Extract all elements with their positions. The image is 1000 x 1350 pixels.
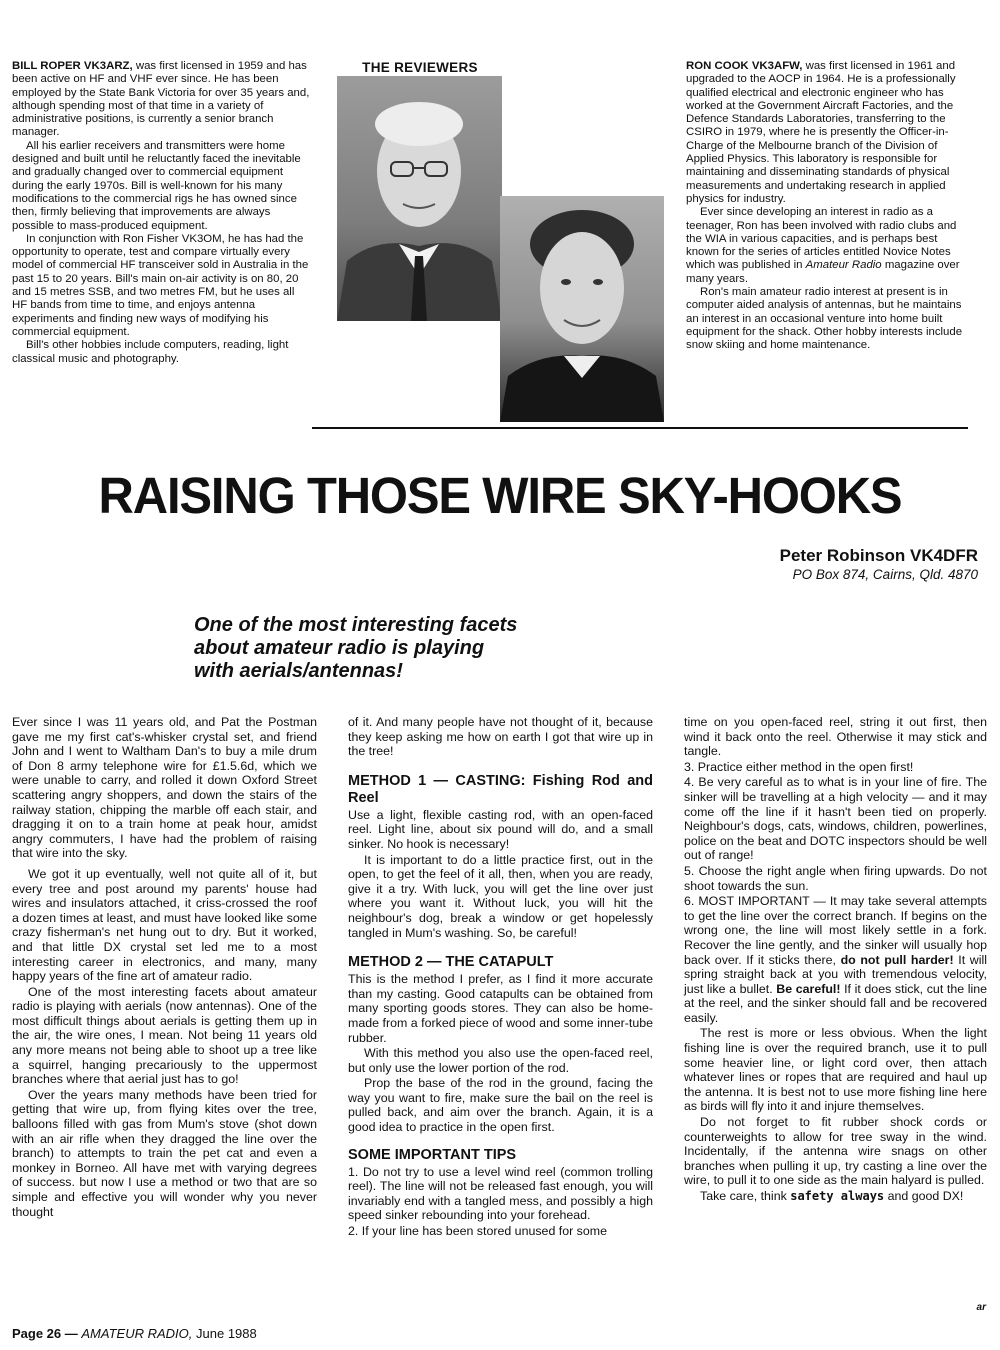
tip-item: 6. MOST IMPORTANT — It may take several attempts to get the line over the correct branch. If begins on the wrong one, the line will most likely settle in a fork. Recover the line gently, and the sinker will usually hop back over. If it sticks there, do not pull harder! It will spring straight back at you with tremendous velocity, just like a bullet. Be careful! If it does stick, cut the line at the reel, and the sinker should fall and be recovered easily.: [684, 894, 987, 1025]
paragraph: Prop the base of the rod in the ground, facing the way you want to fire, make sure the bail on the reel is pulled back, and aim over the branch. Again, it is a good idea to practice in the open first.: [348, 1076, 653, 1135]
paragraph: Ever since I was 11 years old, and Pat the Postman gave me my first cat's-whisker crystal set, and friend John and I went to Waltham Dan's to buy a mile drum of Don 8 army telephone wire for £1.5.6d, which we were unable to carry, and rolled it down Oxford Street scattering angry shoppers, and down the stairs of the railway station, chipping the marble off each stair, and dragging it on to a train home at peak hour, amidst angry commuters, I have had the problem of raising that wire into the sky.: [12, 715, 317, 861]
paragraph: We got it up eventually, well not quite all of it, but every tree and post around my parents' house had wires and insulators attached, it criss-crossed the roof a dozen times at least, and must have looked like some crazy fisherman's net hung out to dry. But it worked, and that little DX crystal set led me to a most interesting career in electronics, and many, many happy years of the fine art of amateur radio.: [12, 866, 317, 984]
paragraph: Take care, think safety always and good DX!: [700, 1189, 964, 1203]
reviewer-bio-ron: RON COOK VK3AFW, was first licensed in 1961 and upgraded to the AOCP in 1964. He is a professionally qualified electrical and electronic engineer who has worked at the Government Aircraft Factories, and the Defence Standards Laboratories, transferring to the CSIRO in 1979, where he is presently the Officer-in-Charge of the Melbourne branch of the Division of Applied Physics. This laboratory is responsible for maintaining and disseminating standards of physical measurements and undertaking research in applied physics for industry. Ever since developing an interest in radio as a teenager, Ron has been involved with radio clubs and the WIA in various capacities, and is perhaps best known for the series of articles entitled Novice Notes which was published in Amateur Radio magazine over many years. Ron's main amateur radio interest at present is in computer aided analysis of antennas, but he maintains an interest in an occasional venture into home built equipment for the shack. Other hobby interests include snow skiing and home maintenance.: [686, 60, 963, 352]
author-address: PO Box 874, Cairns, Qld. 4870: [792, 567, 978, 582]
tip-item: 1. Do not try to use a level wind reel (common trolling reel). The line will not be released fast enough, you will invariably end with a tangled mess, and possibly a high speed sinker rebounding into your forehead.: [348, 1164, 653, 1223]
article-column-1: [12, 715, 317, 1220]
tip-item: 5. Choose the right angle when firing upwards. Do not shoot towards the sun.: [684, 863, 987, 893]
paragraph: It is important to do a little practice first, out in the open, to get the feel of it all, then, when you are ready, give it a try. With luck, you will get the line over just where you want it. Without luck, you will hit the neighbour's dog, break a window or get hopelessly tangled in Mum's washing. So, be careful!: [348, 852, 653, 940]
tip-item: 2. If your line has been stored unused for some: [348, 1224, 607, 1239]
magazine-name: AMATEUR RADIO,: [81, 1326, 193, 1341]
end-mark: ar: [976, 1302, 986, 1313]
paragraph: of it. And many people have not thought of it, because they keep asking me how on earth I got that wire up in the tree!: [348, 715, 653, 759]
page-footer: [12, 1326, 257, 1341]
tip-item: 3. Practice either method in the open first!: [684, 759, 914, 774]
paragraph: Over the years many methods have been tried for getting that wire up, from flying kites over the tree, balloons filled with gas from Mum's stove (shot down with an air rifle when they dragged the line over the branch) to attempts to train the pet cat and even a monkey in Borneo. All have met with varying degrees of success. but now I use a method or two that are so simple and effective you will wonder why you never thought: [12, 1087, 317, 1219]
photo-ron-cook: [500, 196, 664, 422]
section-divider: [312, 427, 968, 429]
reviewer-name-bill: BILL ROPER VK3ARZ,: [12, 60, 133, 72]
reviewers-heading: THE REVIEWERS: [362, 60, 478, 75]
paragraph: The rest is more or less obvious. When the light fishing line is over the required branch, use it to pull some heavier line, or light cord over, then attach whatever lines or ropes that are required and haul up the antenna. It is best not to use more fishing line here as birds will fly into it and injure themselves.: [684, 1026, 987, 1114]
paragraph: Use a light, flexible casting rod, with an open-faced reel. Light line, about six pound will do, and a small sinker. No hook is necessary!: [348, 807, 653, 851]
article-column-2: [348, 715, 653, 1240]
page-number: Page 26 —: [12, 1326, 78, 1341]
issue-date: June 1988: [196, 1326, 257, 1341]
method-1-heading: METHOD 1 — CASTING: Fishing Rod and Reel: [348, 772, 653, 806]
paragraph: With this method you also use the open-faced reel, but only use the lower portion of the rod.: [348, 1046, 653, 1075]
paragraph: One of the most interesting facets about amateur radio is playing with aerials (now antennas). One of the most difficult things about aerials is getting them up in the air, the wire ones, I mean. Not being 11 years old any more means not being able to shoot up a tree like a squirrel, hanging precariously to the uppermost branches where that aerial just has to go!: [12, 984, 317, 1087]
method-2-heading: METHOD 2 — THE CATAPULT: [348, 954, 554, 971]
paragraph: Do not forget to fit rubber shock cords or counterweights to allow for tree sway in the wind. Incidentally, if the antenna wire snags on other branches when pulling it up, try casting a line over the wire, to pull it to one side as the main halyard is pulled.: [684, 1115, 987, 1188]
article-title: RAISING THOSE WIRE SKY-HOOKS: [98, 467, 902, 524]
tips-heading: SOME IMPORTANT TIPS: [348, 1146, 517, 1163]
reviewer-bio-bill: BILL ROPER VK3ARZ, was first licensed in 1959 and has been active on HF and VHF ever since. He has been employed by the State Bank Victoria for over 35 years and, although spending most of that time in a variety of administrative positions, is currently a senior branch manager. All his earlier receivers and transmitters were home designed and built until he reluctantly faced the inevitable and gradually changed over to commercial equipment during the early 1970s. Bill is well-known for his many modifications to the commercial rigs he has owned since then, firmly believing that improvements are always possible to mass-produced equipment. In conjunction with Ron Fisher VK3OM, he has had the opportunity to operate, test and compare virtually every model of commercial HF transceiver sold in Australia in the past 15 to 20 years. Bill's main on-air activity is on 80, 20 and 15 metres SSB, and two metres FM, but he uses all HF bands from time to time, and enjoys antenna experiments and finding new ways of modifying his commercial equipment. Bill's other hobbies include computers, reading, light classical music and photography.: [12, 60, 310, 365]
reviewer-name-ron: RON COOK VK3AFW,: [686, 60, 803, 72]
tip-item: 4. Be very careful as to what is in your line of fire. The sinker will be travelling at a high velocity — and it may come off the line if it hasn't been tied on properly. Neighbour's dogs, cats, windows, children, powerlines, police on the beat and DOTC inspectors should be well out of range!: [684, 775, 987, 863]
tip-item: time on you open-faced reel, string it out first, then wind it back onto the reel. Otherwise it may stick and tangle.: [684, 715, 987, 759]
photo-bill-roper: [337, 76, 502, 321]
author-name: Peter Robinson VK4DFR: [779, 546, 978, 565]
paragraph: This is the method I prefer, as I find it more accurate than my casting. Good catapults can be obtained from many sporting goods stores. They can also be home-made from a forked piece of wood and some inner-tube rubber.: [348, 972, 653, 1045]
article-column-3: [684, 715, 987, 1205]
article-standfirst: One of the most interesting facets about amateur radio is playing with aerials/antennas!: [194, 614, 518, 682]
